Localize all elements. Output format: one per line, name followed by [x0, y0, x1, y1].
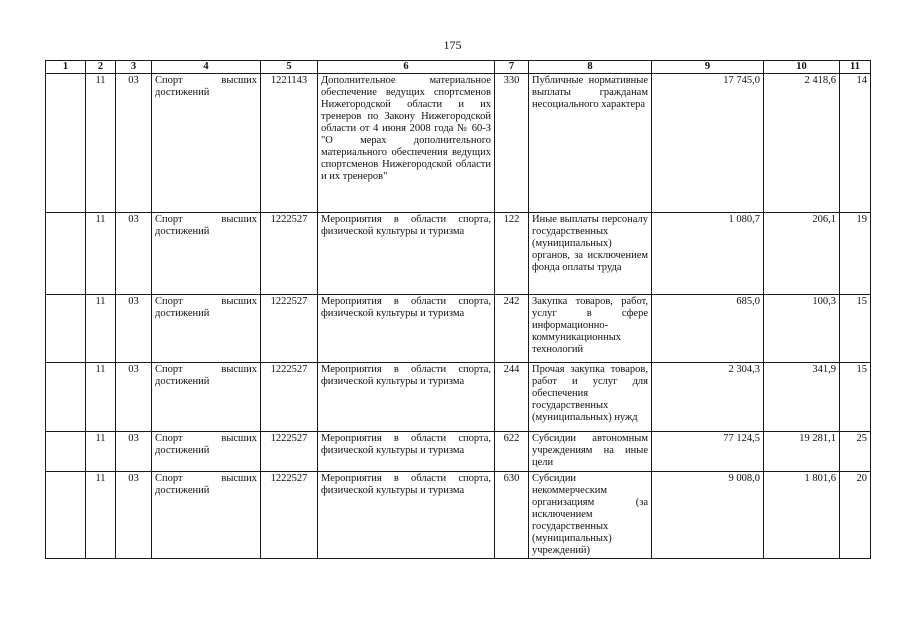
target-code-cell: 1222527 — [261, 295, 318, 363]
column-header: 1 — [46, 61, 86, 74]
chapter-cell: 11 — [86, 363, 116, 432]
amount-col9-cell: 9 008,0 — [652, 472, 764, 559]
expense-type-code-cell: 630 — [495, 472, 529, 559]
target-code-cell: 1222527 — [261, 363, 318, 432]
expense-type-code-cell: 330 — [495, 74, 529, 213]
expense-type-code-cell: 622 — [495, 432, 529, 472]
target-code-cell: 1221143 — [261, 74, 318, 213]
col1-cell — [46, 472, 86, 559]
header-row — [46, 61, 871, 74]
col1-cell — [46, 74, 86, 213]
section-name-cell: Спорт высших достижений — [152, 295, 261, 363]
amount-col10-cell: 206,1 — [764, 213, 840, 295]
chapter-cell: 11 — [86, 472, 116, 559]
table-row — [46, 472, 871, 559]
amount-col10-cell: 341,9 — [764, 363, 840, 432]
table-row — [46, 432, 871, 472]
col1-cell — [46, 213, 86, 295]
chapter-cell: 11 — [86, 295, 116, 363]
column-header: 7 — [495, 61, 529, 74]
expense-type-code-cell: 242 — [495, 295, 529, 363]
target-code-cell: 1222527 — [261, 472, 318, 559]
column-header: 2 — [86, 61, 116, 74]
page-number: 175 — [443, 38, 462, 52]
subsection-cell: 03 — [116, 432, 152, 472]
column-header: 11 — [840, 61, 871, 74]
section-name-cell: Спорт высших достижений — [152, 472, 261, 559]
percent-col11-cell: 15 — [840, 295, 871, 363]
purpose-cell: Мероприятия в области спорта, физической культуры и туризма — [318, 432, 495, 472]
purpose-cell: Мероприятия в области спорта, физической культуры и туризма — [318, 472, 495, 559]
column-header: 3 — [116, 61, 152, 74]
expense-type-name-cell: Субсидии автономным учреждениям на иные цели — [529, 432, 652, 472]
amount-col10-cell: 19 281,1 — [764, 432, 840, 472]
table-row — [46, 295, 871, 363]
amount-col10-cell: 100,3 — [764, 295, 840, 363]
col1-cell — [46, 295, 86, 363]
table-row — [46, 213, 871, 295]
amount-col10-cell: 2 418,6 — [764, 74, 840, 213]
column-header: 4 — [152, 61, 261, 74]
table-row — [46, 363, 871, 432]
percent-col11-cell: 15 — [840, 363, 871, 432]
column-header: 9 — [652, 61, 764, 74]
column-header: 8 — [529, 61, 652, 74]
target-code-cell: 1222527 — [261, 432, 318, 472]
amount-col9-cell: 77 124,5 — [652, 432, 764, 472]
expense-type-code-cell: 122 — [495, 213, 529, 295]
expense-type-name-cell: Прочая закупка товаров, работ и услуг для обеспечения государственных (муниципальных) нужд — [529, 363, 652, 432]
subsection-cell: 03 — [116, 74, 152, 213]
section-name-cell: Спорт высших достижений — [152, 74, 261, 213]
amount-col9-cell: 17 745,0 — [652, 74, 764, 213]
subsection-cell: 03 — [116, 295, 152, 363]
subsection-cell: 03 — [116, 213, 152, 295]
section-name-cell: Спорт высших достижений — [152, 432, 261, 472]
amount-col9-cell: 1 080,7 — [652, 213, 764, 295]
column-header: 6 — [318, 61, 495, 74]
purpose-cell: Мероприятия в области спорта, физической культуры и туризма — [318, 363, 495, 432]
expense-type-name-cell: Закупка товаров, работ, услуг в сфере информационно-коммуникационных технологий — [529, 295, 652, 363]
col1-cell — [46, 363, 86, 432]
subsection-cell: 03 — [116, 363, 152, 432]
section-name-cell: Спорт высших достижений — [152, 213, 261, 295]
col1-cell — [46, 432, 86, 472]
expense-type-name-cell: Публичные нормативные выплаты гражданам несоциального характера — [529, 74, 652, 213]
subsection-cell: 03 — [116, 472, 152, 559]
chapter-cell: 11 — [86, 213, 116, 295]
amount-col9-cell: 685,0 — [652, 295, 764, 363]
purpose-cell: Дополнительное материальное обеспечение ведущих спортсменов Нижегородской области и их тренеров по Закону Нижегородской области от 4 июня 2008 года № 60-З "О мерах дополнительного материального обеспечения ведущих спортсменов Нижегородской области и их тренеров" — [318, 74, 495, 213]
column-header: 10 — [764, 61, 840, 74]
purpose-cell: Мероприятия в области спорта, физической культуры и туризма — [318, 295, 495, 363]
expense-type-name-cell: Иные выплаты персоналу государственных (муниципальных) органов, за исключением фонда оплаты труда — [529, 213, 652, 295]
section-name-cell: Спорт высших достижений — [152, 363, 261, 432]
chapter-cell: 11 — [86, 74, 116, 213]
percent-col11-cell: 19 — [840, 213, 871, 295]
budget-table — [45, 60, 871, 559]
chapter-cell: 11 — [86, 432, 116, 472]
table-row — [46, 74, 871, 213]
percent-col11-cell: 14 — [840, 74, 871, 213]
percent-col11-cell: 25 — [840, 432, 871, 472]
amount-col9-cell: 2 304,3 — [652, 363, 764, 432]
column-header: 5 — [261, 61, 318, 74]
expense-type-name-cell: Субсидии некоммерческим организациям (за исключением государственных (муниципальных) учреждений) — [529, 472, 652, 559]
percent-col11-cell: 20 — [840, 472, 871, 559]
amount-col10-cell: 1 801,6 — [764, 472, 840, 559]
target-code-cell: 1222527 — [261, 213, 318, 295]
expense-type-code-cell: 244 — [495, 363, 529, 432]
purpose-cell: Мероприятия в области спорта, физической культуры и туризма — [318, 213, 495, 295]
